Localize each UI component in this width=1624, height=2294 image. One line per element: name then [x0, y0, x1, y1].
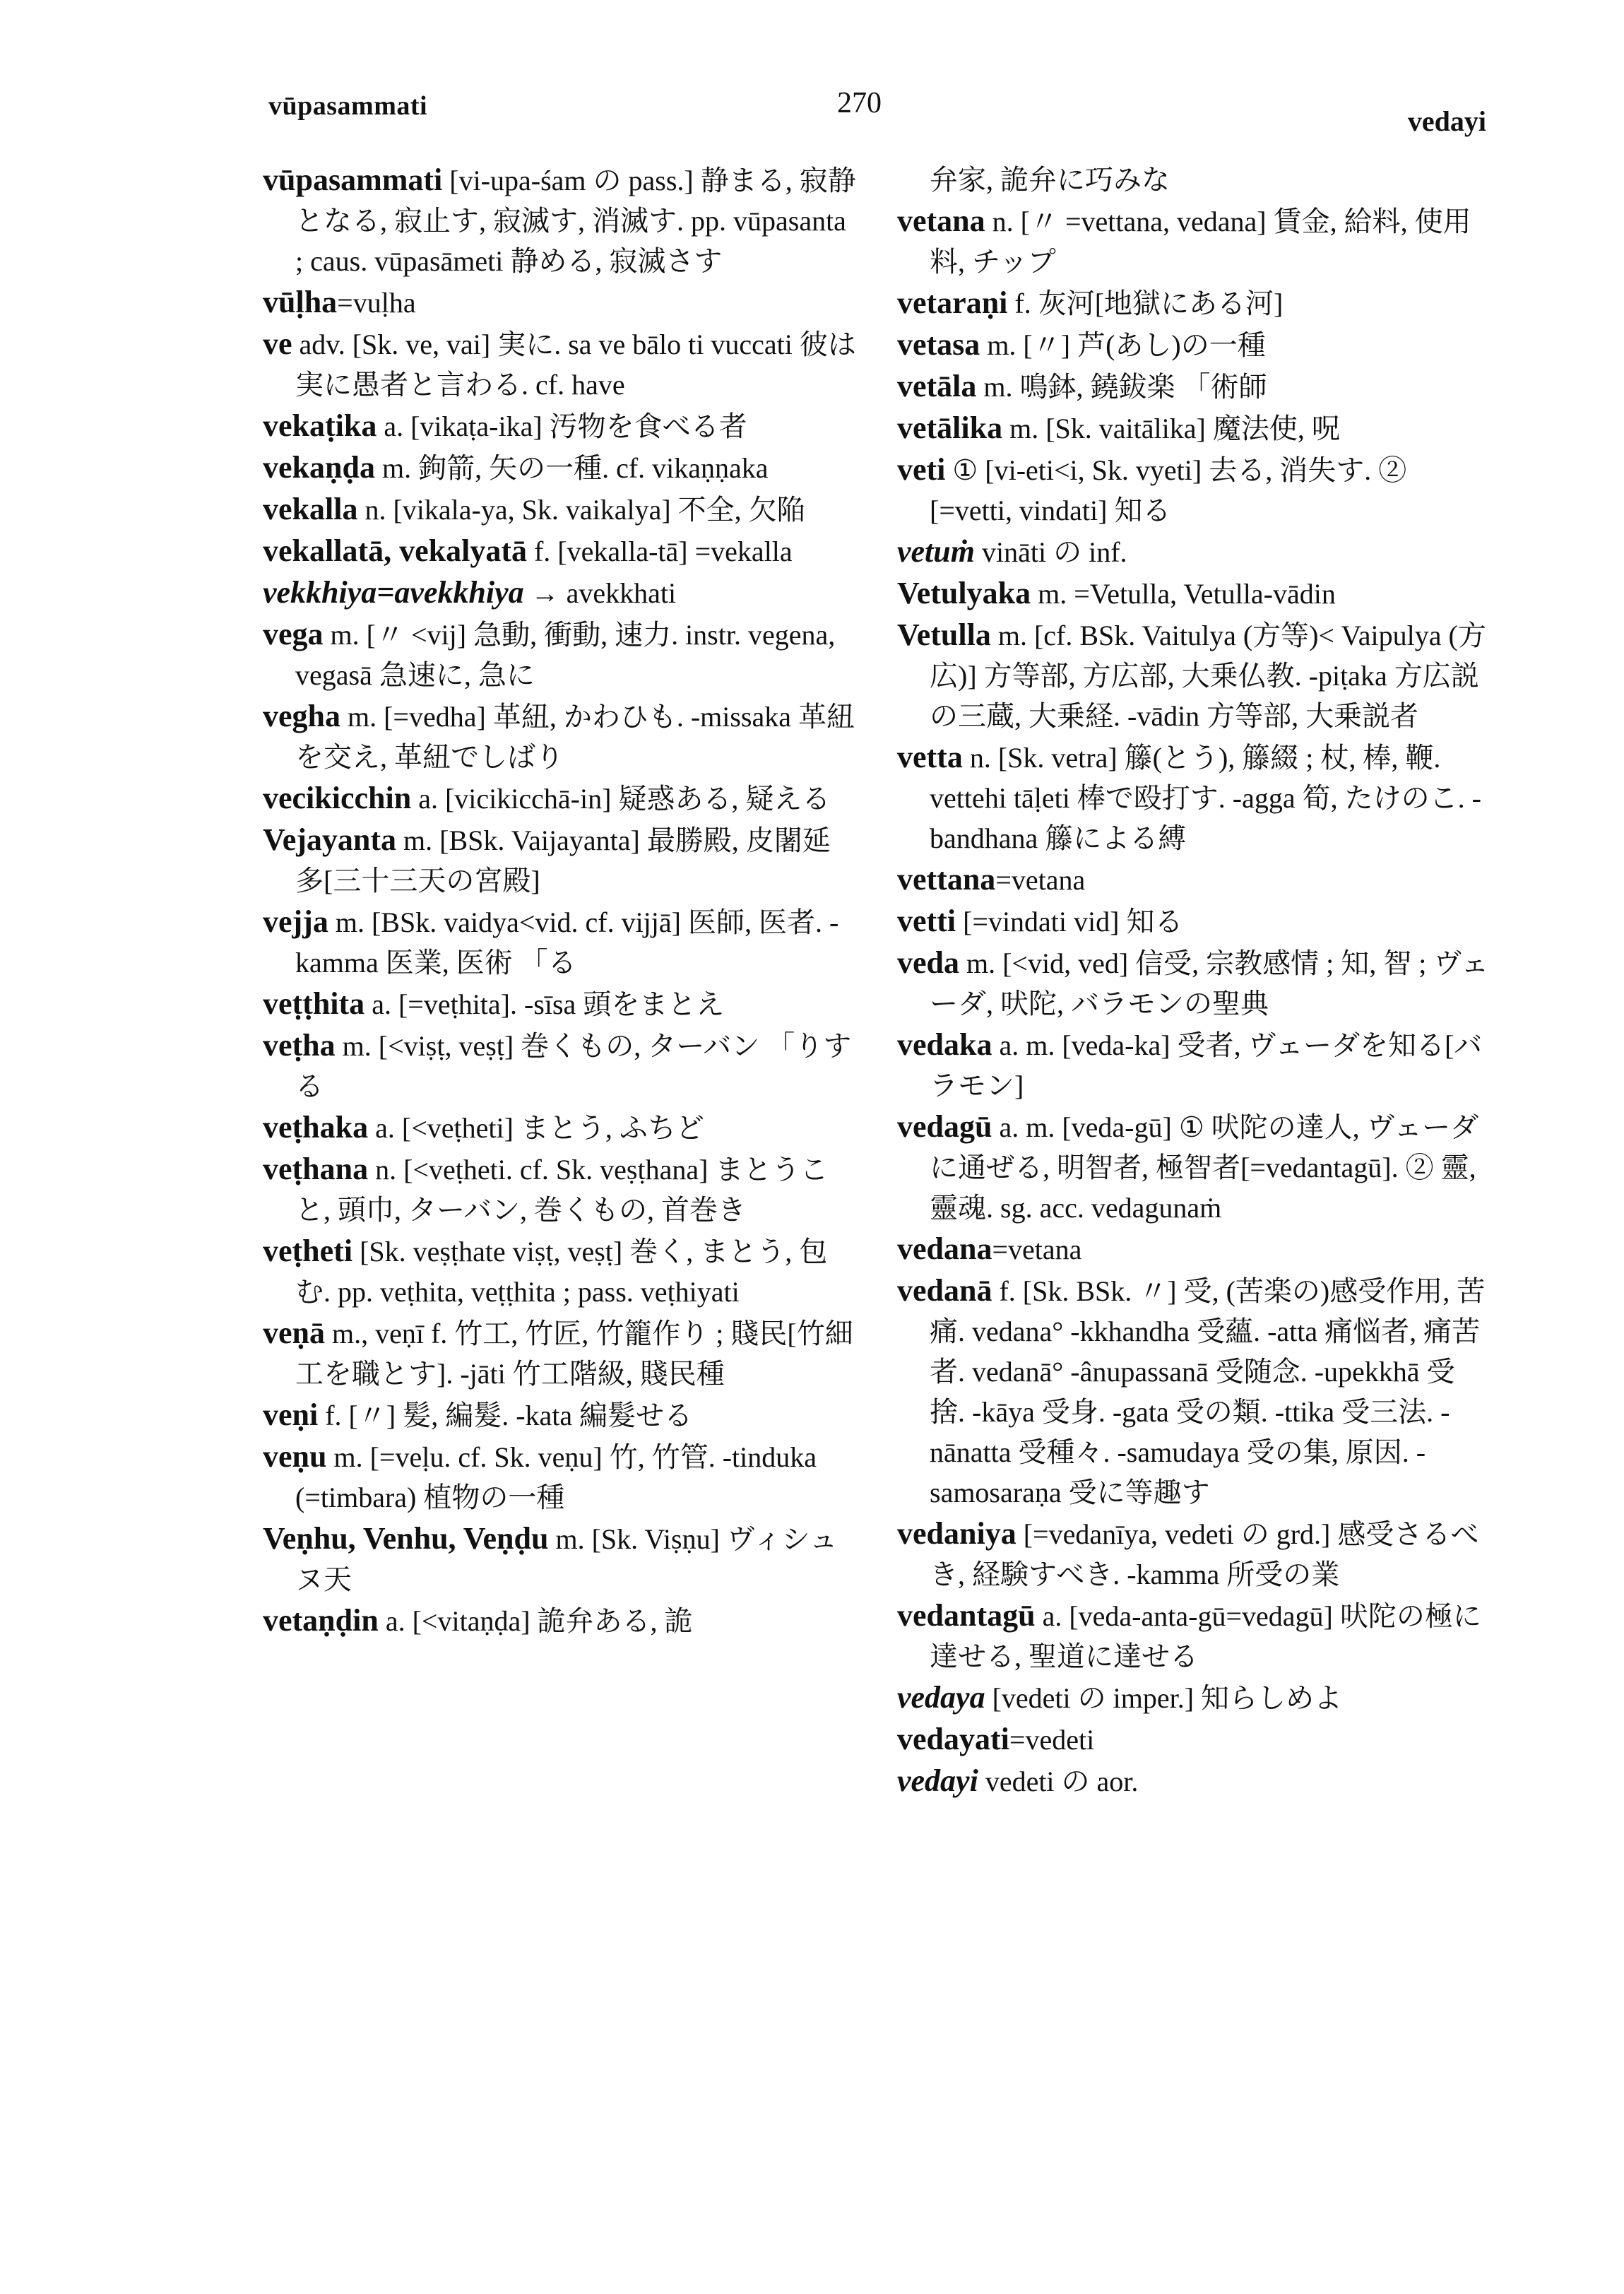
entry-headword: vega: [263, 617, 324, 651]
entry-definition: a. [veda-anta-gū=vedagū] 吠陀の極に達せる, 聖道に達せる: [930, 1600, 1481, 1672]
dictionary-entry: [897, 942, 1489, 1024]
entry-definition: a. [vikaṭa-ika] 汚物を食べる者: [377, 410, 747, 442]
dictionary-entry: [897, 324, 1489, 365]
dictionary-entry: [263, 820, 858, 901]
entry-definition: =vedeti: [1009, 1724, 1095, 1756]
entry-headword: veṭṭhita: [263, 986, 365, 1021]
dictionary-entry: [263, 1395, 858, 1436]
entry-definition: m., veṇī f. 竹工, 竹匠, 竹籠作り ; 賤民[竹細工を職とす]. -jāti 竹工階級, 賤民種: [295, 1318, 853, 1390]
dictionary-entry: [263, 614, 858, 695]
entry-headword: vetāla: [897, 369, 977, 403]
dictionary-entry: [263, 983, 858, 1024]
entry-headword: veṭheti: [263, 1234, 353, 1268]
entry-headword: vetta: [897, 740, 963, 774]
dictionary-entry: [263, 324, 858, 405]
entry-headword: Vejayanta: [263, 822, 397, 857]
entry-definition: n. [Sk. vetra] 籐(とう), 籐綴 ; 杖, 棒, 鞭. vettehi tāḷeti 棒で殴打す. -agga 筍, たけのこ. -bandhana 籐による縛: [930, 742, 1481, 854]
entry-definition: m. 鳴鉢, 鐃鈸楽 「術師: [976, 371, 1267, 403]
dictionary-entry: [263, 1518, 858, 1600]
entry-headword: veṭha: [263, 1028, 336, 1063]
entry-definition: m. [=vedha] 革紐, かわひも. -missaka 革紐を交え, 革紐でしばり: [295, 701, 855, 773]
dictionary-entry: [897, 901, 1489, 942]
entry-definition: f. 灰河[地獄にある河]: [1007, 288, 1284, 319]
entry-definition: m. [〃 <vij] 急動, 衝動, 速力. instr. vegena, vegasā 急速に, 急に: [295, 619, 836, 691]
entry-definition: m. 鉤箭, 矢の一種. cf. vikaṇṇaka: [374, 452, 769, 484]
entry-headword: vetaṇḍin: [263, 1603, 379, 1638]
dictionary-entry: [897, 1024, 1489, 1106]
entry-headword: vedaniya: [897, 1516, 1017, 1551]
entry-headword: vedayati: [897, 1722, 1009, 1756]
entry-headword: vūḷha: [263, 285, 338, 319]
entry-headword: veṇi: [263, 1397, 319, 1432]
entry-definition: n. [〃 =vettana, vedana] 賃金, 給料, 使用料, チップ: [930, 206, 1471, 278]
entry-headword: veda: [897, 945, 959, 980]
entry-definition: a. [=veṭhita]. -sīsa 頭をまとえ: [364, 988, 725, 1020]
dictionary-entry: [897, 1513, 1489, 1595]
entry-definition: =vuḷha: [337, 287, 416, 319]
dictionary-entry: [897, 160, 1489, 200]
entry-headword: vekallatā, vekalyatā: [263, 533, 527, 568]
dictionary-entry: [263, 160, 858, 281]
entry-definition: [vi-upa-śam の pass.] 静まる, 寂静となる, 寂止す, 寂滅す, 消滅す. pp. vūpasanta ; caus. vūpasāmeti 静める, 寂滅さす: [295, 165, 856, 277]
entry-headword: vekaṇḍa: [263, 450, 375, 485]
dictionary-entry: [897, 1229, 1489, 1270]
dictionary-entry: [263, 901, 858, 983]
entry-headword: vekkhiya=avekkhiya: [263, 575, 524, 610]
entry-definition: a. [<veṭheti] まとう, ふちど: [368, 1112, 704, 1144]
entry-definition: m. [cf. BSk. Vaitulya (方等)< Vaipulya (方広)] 方等部, 方広部, 大乗仏教. -piṭaka 方広説の三蔵, 大乗経. -vādin 方等部, 大乗説者: [930, 620, 1486, 732]
entry-headword: vedaka: [897, 1027, 992, 1062]
entry-definition: m. [〃] 芦(あし)の一種: [980, 329, 1266, 361]
entry-headword: ve: [263, 326, 292, 361]
dictionary-entry: [897, 283, 1489, 324]
dictionary-entry: [897, 1719, 1489, 1760]
dictionary-entry: [263, 282, 858, 323]
dictionary-entry: [263, 1600, 858, 1641]
entry-definition: m. [Sk. vaitālika] 魔法使, 呪: [1002, 413, 1340, 444]
entry-headword: vedagū: [897, 1109, 992, 1144]
entry-definition: m. [=veḷu. cf. Sk. veṇu] 竹, 竹管. -tinduka (=timbara) 植物の一種: [295, 1441, 817, 1513]
dictionary-entry: [263, 1025, 858, 1106]
entry-headword: vegha: [263, 699, 340, 733]
dictionary-entry: [263, 1231, 858, 1312]
dictionary-entry: [263, 572, 858, 613]
entry-definition: vedeti の aor.: [978, 1766, 1139, 1797]
entry-headword: vetasa: [897, 327, 980, 362]
entry-headword: Veṇhu, Venhu, Veṇḍu: [263, 1521, 549, 1556]
entry-headword: vedayi: [897, 1763, 978, 1798]
entry-definition: a. m. [veda-ka] 受者, ヴェーダを知る[バラモン]: [930, 1029, 1483, 1101]
dictionary-entry: [263, 406, 858, 447]
dictionary-entry: [263, 531, 858, 572]
entry-headword: vedanā: [897, 1273, 992, 1308]
dictionary-entry: [897, 408, 1489, 449]
entry-definition: m. [Sk. Viṣṇu] ヴィシュヌ天: [295, 1523, 838, 1595]
entry-definition: n. [<veṭheti. cf. Sk. veṣṭhana] まとうこと, 頭巾, ターバン, 巻くもの, 首巻き: [295, 1154, 829, 1226]
entry-definition: m. [BSk. Vaijayanta] 最勝殿, 皮闍延多[三十三天の宮殿]: [295, 824, 831, 897]
entry-definition: m. [<viṣṭ, veṣṭ] 巻くもの, ターバン 「りする: [295, 1030, 852, 1102]
entry-headword: Vetulla: [897, 617, 991, 652]
entry-headword: vetālika: [897, 410, 1003, 445]
entry-headword: veti: [897, 452, 946, 487]
entry-headword: vedantagū: [897, 1598, 1036, 1633]
dictionary-entry: [897, 449, 1489, 531]
dictionary-entry: [897, 1270, 1489, 1513]
entry-definition: =vetana: [992, 1234, 1082, 1265]
entry-headword: veṇā: [263, 1315, 325, 1350]
dictionary-entry: [897, 1761, 1489, 1802]
entry-definition: adv. [Sk. ve, vai] 実に. sa ve bālo ti vuccati 彼は実に愚者と言わる. cf. have: [292, 329, 856, 401]
dictionary-entry: [897, 737, 1489, 858]
dictionary-entry: [263, 1313, 858, 1394]
entry-headword: vekalla: [263, 492, 358, 526]
entry-headword: vetuṁ: [897, 534, 975, 569]
entry-definition: =vetana: [995, 864, 1086, 896]
dictionary-entry: [897, 1677, 1489, 1718]
entry-definition: m. [BSk. vaidya<vid. cf. vijjā] 医師, 医者. -kamma 医業, 医術 「る: [295, 906, 839, 979]
page-header: [0, 87, 1624, 147]
left-column: [263, 160, 858, 1642]
entry-headword: vedana: [897, 1231, 992, 1266]
entry-definition: a. [vicikicchā-in] 疑惑ある, 疑える: [411, 783, 831, 815]
entry-headword: vekaṭika: [263, 408, 377, 443]
dictionary-entry: [263, 778, 858, 819]
dictionary-entry: [897, 531, 1489, 572]
entry-headword: vejja: [263, 904, 328, 939]
dictionary-entry: [897, 859, 1489, 900]
dictionary-entry: [897, 201, 1489, 282]
entry-definition: [Sk. veṣṭhate viṣṭ, veṣṭ] 巻く, まとう, 包む. pp. veṭhita, veṭṭhita ; pass. veṭhiyati: [295, 1236, 828, 1308]
dictionary-entry: [263, 1436, 858, 1518]
running-head-left: vūpasammati: [268, 91, 428, 121]
running-head-right: vedayi: [1407, 105, 1486, 137]
dictionary-entry: [897, 615, 1489, 736]
entry-definition: ① [vi-eti<i, Sk. vyeti] 去る, 消失す. ② [=vetti, vindati] 知る: [930, 454, 1407, 526]
dictionary-entry: [263, 1149, 858, 1230]
page-number: 270: [837, 87, 882, 119]
entry-headword: vūpasammati: [263, 162, 443, 197]
entry-definition: f. [vekalla-tā] =vekalla: [526, 536, 793, 567]
entry-definition: a. m. [veda-gū] ① 吠陀の達人, ヴェーダに通ぜる, 明智者, 極智者[=vedantagū]. ② 靈, 靈魂. sg. acc. vedagunaṁ: [930, 1111, 1479, 1224]
entry-headword: vettana: [897, 862, 996, 897]
dictionary-entry: [897, 573, 1489, 614]
dictionary-entry: [897, 366, 1489, 407]
entry-definition: n. [vikala-ya, Sk. vaikalya] 不全, 欠陥: [357, 494, 805, 526]
entry-definition: 弁家, 詭弁に巧みな: [930, 164, 1170, 196]
entry-headword: vecikicchin: [263, 781, 412, 815]
entry-definition: [=vindati vid] 知る: [956, 906, 1183, 938]
dictionary-entry: [897, 1595, 1489, 1677]
entry-definition: f. [Sk. BSk. 〃] 受, (苦楽の)感受作用, 苦痛. vedana° -kkhandha 受蘊. -atta 痛悩者, 痛苦者. vedanā° -ânupassanā 受随念. -upekkhā 受捨. -kāya 受身. -gata 受の類. -ttika 受三法. -nānatta 受種々. -samudaya 受の集, 原因. -samosaraṇa 受に等趣す: [930, 1275, 1486, 1508]
dictionary-entry: [263, 489, 858, 530]
dictionary-entry: [263, 1107, 858, 1148]
dictionary-entry: [263, 447, 858, 488]
entry-headword: veṭhaka: [263, 1110, 369, 1145]
entry-headword: vedaya: [897, 1680, 985, 1715]
entry-headword: vetaraṇi: [897, 285, 1008, 320]
entry-definition: m. =Vetulla, Vetulla-vādin: [1031, 578, 1336, 610]
entry-headword: vetti: [897, 904, 956, 938]
dictionary-entry: [263, 696, 858, 777]
dictionary-entry: [897, 1106, 1489, 1228]
entry-definition: → avekkhati: [523, 577, 677, 609]
entry-headword: Vetulyaka: [897, 576, 1031, 610]
entry-definition: vināti の inf.: [974, 536, 1127, 568]
entry-headword: vetana: [897, 203, 985, 238]
entry-definition: a. [<vitaṇḍa] 詭弁ある, 詭: [378, 1605, 693, 1637]
entry-definition: f. [〃] 髪, 編髮. -kata 編髮せる: [318, 1400, 693, 1431]
entry-definition: [vedeti の imper.] 知らしめよ: [985, 1682, 1343, 1714]
entry-headword: veṇu: [263, 1439, 327, 1474]
entry-definition: [=vedanīya, vedeti の grd.] 感受さるべき, 経験すべき. -kamma 所受の業: [930, 1518, 1479, 1590]
entry-headword: veṭhana: [263, 1152, 369, 1186]
right-column: [897, 160, 1489, 1802]
entry-definition: m. [<vid, ved] 信受, 宗教感情 ; 知, 智 ; ヴェーダ, 吠陀, バラモンの聖典: [930, 947, 1489, 1019]
